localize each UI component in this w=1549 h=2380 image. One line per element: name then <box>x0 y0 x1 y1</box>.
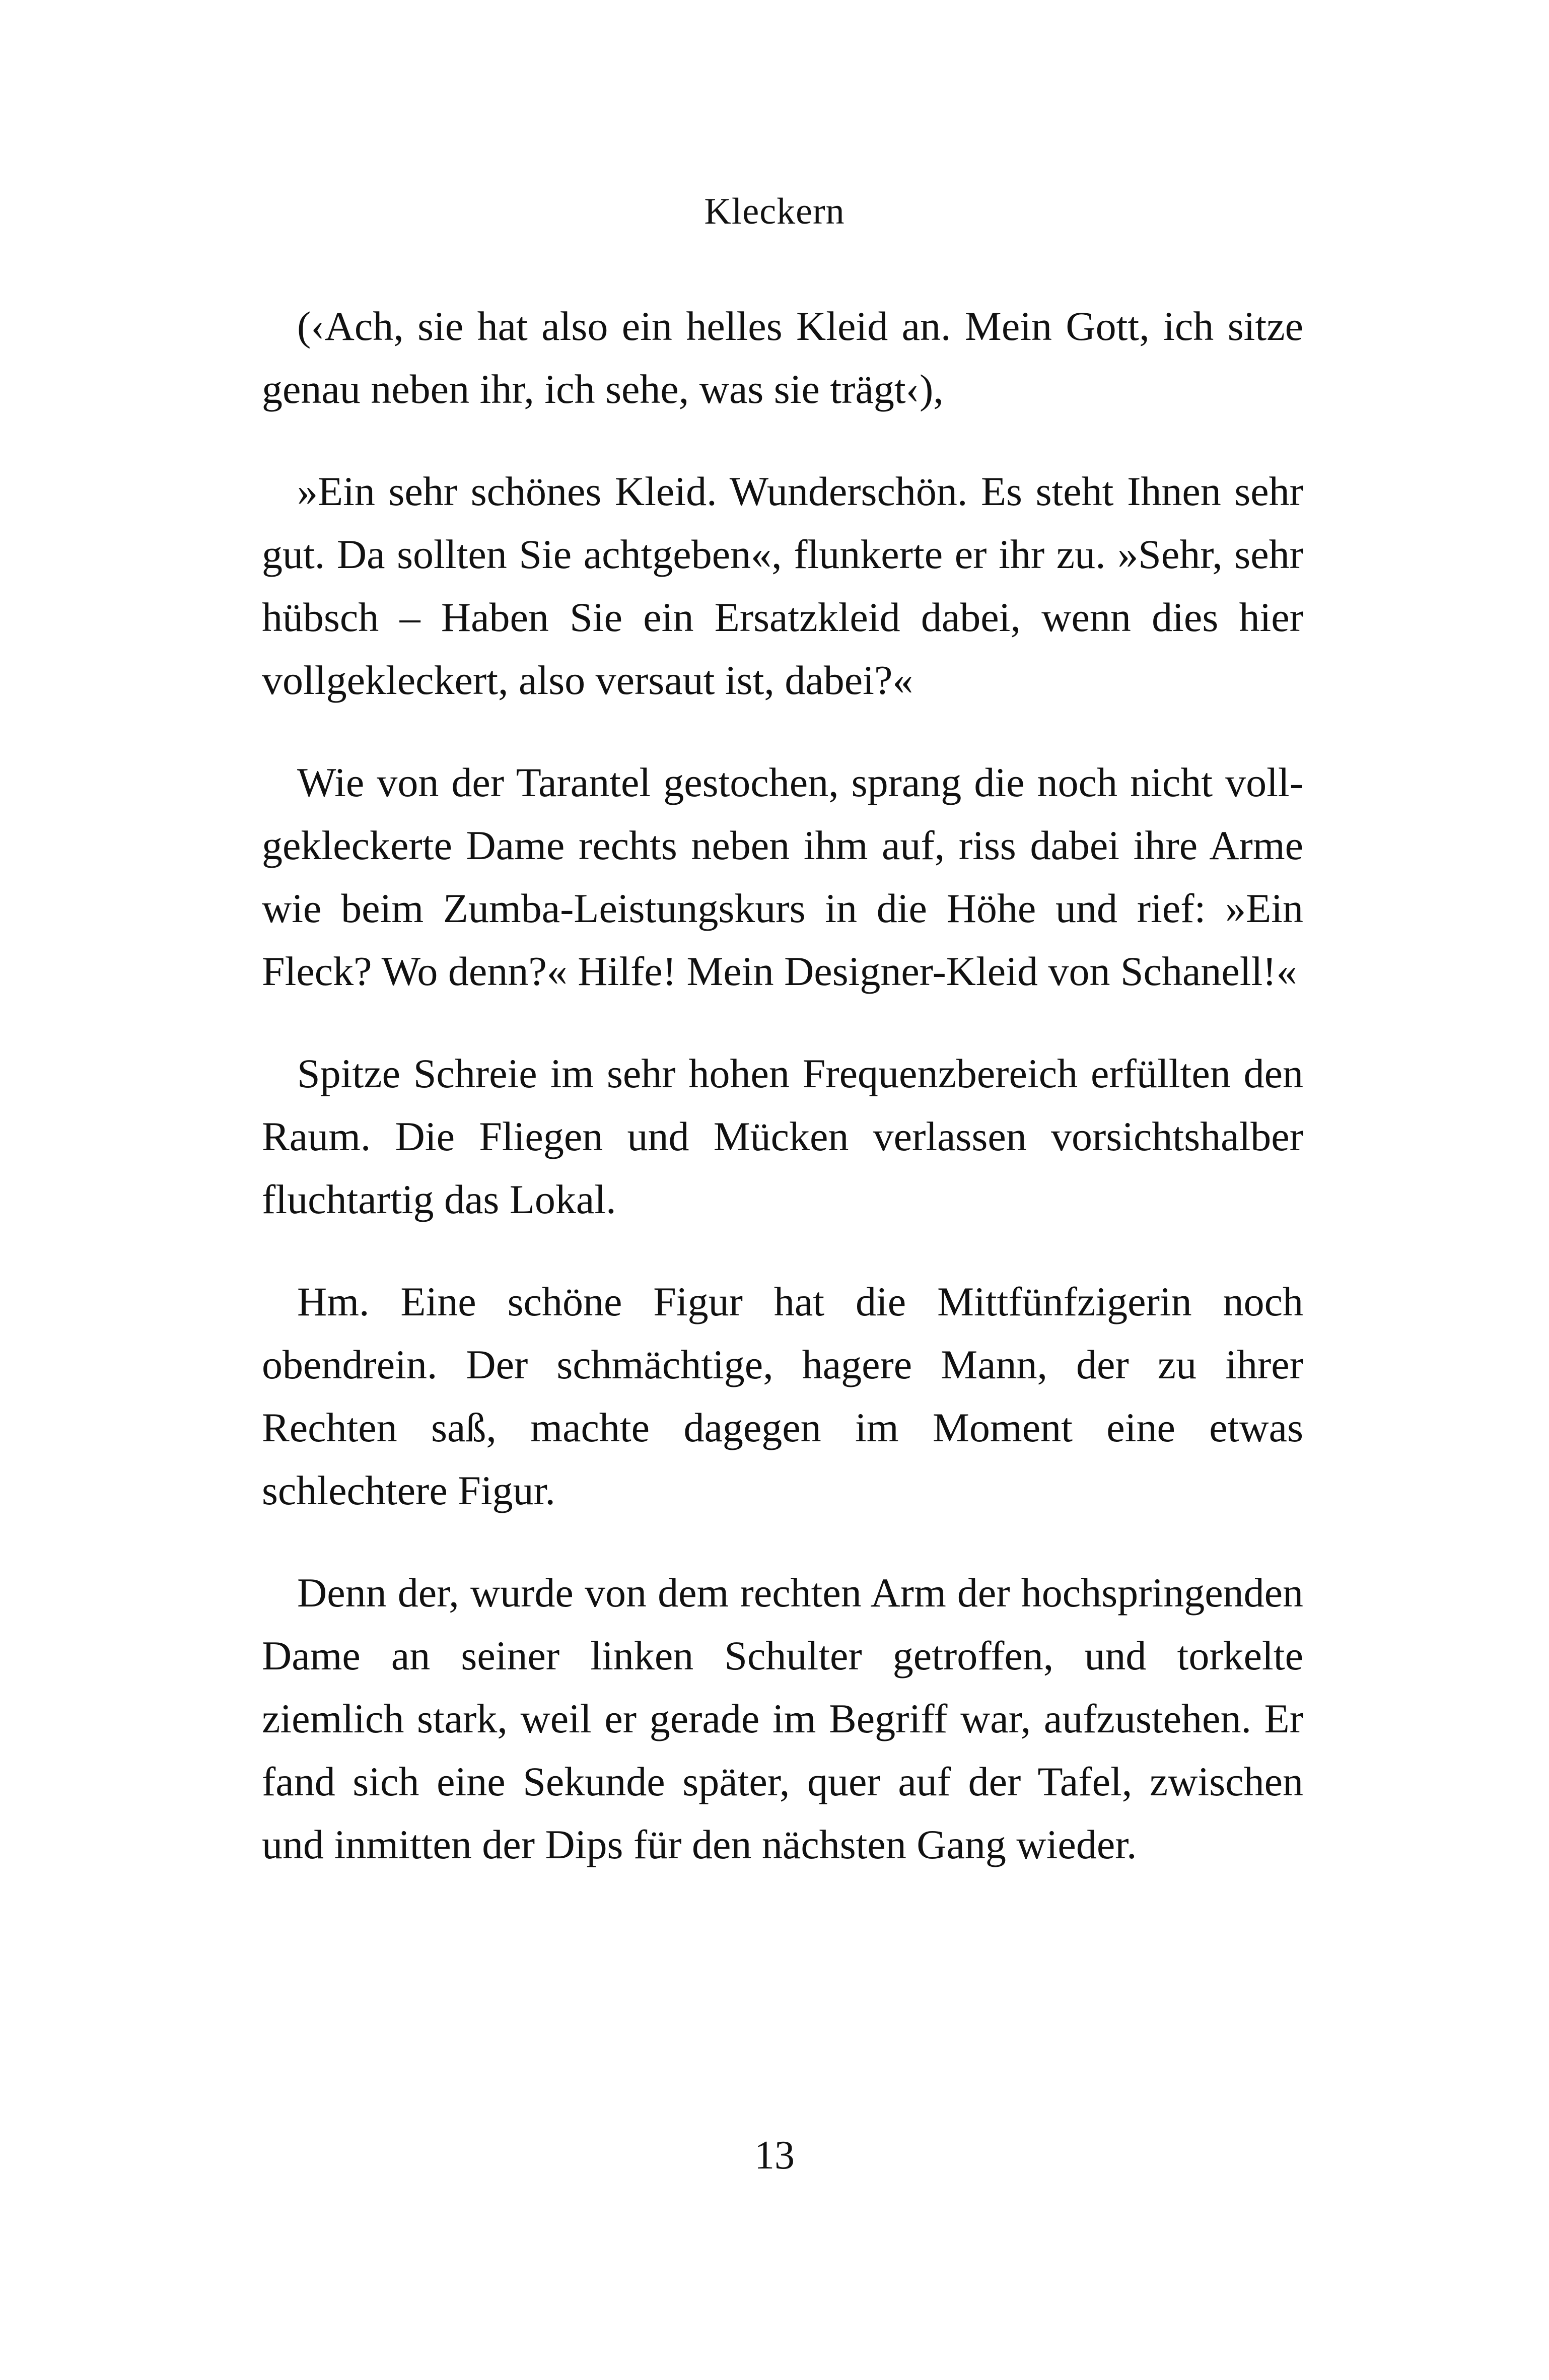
body-text <box>262 295 1303 1915</box>
paragraph: »Ein sehr schönes Kleid. Wunderschön. Es steht Ihnen sehr gut. Da sollten Sie achtgeben«, flunkerte er ihr zu. »Sehr, sehr hübsch – Haben Sie ein Ersatzkleid dabei, wenn dies hier vollgekleckert, also versaut ist, dabei?« <box>262 468 1303 703</box>
paragraph: Spitze Schreie im sehr hohen Frequenzbereich erfüllten den Raum. Die Fliegen und Mücken verlassen vorsichtshalber fluchtartig das Lokal. <box>262 1051 1303 1222</box>
page-number: 13 <box>754 2133 795 2178</box>
paragraph: Hm. Eine schöne Figur hat die Mittfünfzigerin noch obendrein. Der schmächtige, hagere Mann, der zu ihrer Rechten saß, machte dagegen im Moment eine etwas schlechtere Figur. <box>262 1279 1303 1513</box>
paragraph: (‹Ach, sie hat also ein helles Kleid an. Mein Gott, ich sitze genau neben ihr, ich sehe, was sie trägt‹), <box>262 303 1303 412</box>
running-header: Kleckern <box>704 191 845 232</box>
paragraph: Wie von der Tarantel gestochen, sprang die noch nicht vollgekleckerte Dame rechts neben ihm auf, riss dabei ihre Arme wie beim Zumba-Leistungskurs in die Höhe und rief: »Ein Fleck? Wo denn?« Hilfe! Mein Designer-Kleid von Schanell!« <box>262 759 1303 994</box>
paragraph: Denn der, wurde von dem rechten Arm der hochspringenden Dame an seiner linken Schulter getroffen, und torkelte ziemlich stark, weil er gerade im Begriff war, aufzustehen. Er fand sich eine Sekunde später, quer auf der Tafel, zwischen und inmitten der Dips für den nächsten Gang wieder. <box>262 1570 1303 1867</box>
